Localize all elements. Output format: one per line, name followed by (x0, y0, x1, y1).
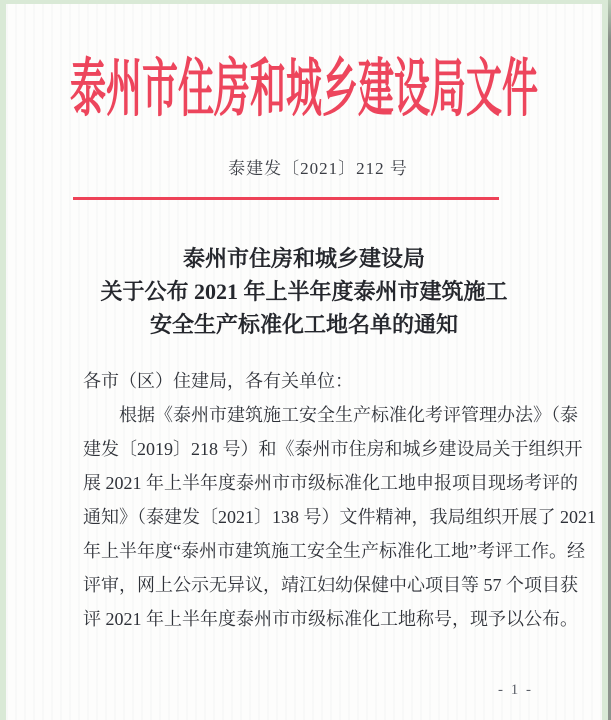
title-line-1: 泰州市住房和城乡建设局 (182, 246, 425, 271)
body-line-2: 建发〔2019〕218 号）和《泰州市住房和城乡建设局关于组织开 (83, 439, 583, 459)
body-line-1: 根据《泰州市建筑施工安全生产标准化考评管理办法》（泰 (119, 405, 578, 425)
body-line-3: 展 2021 年上半年度泰州市市级标准化工地申报项目现场考评的 (83, 473, 578, 493)
letterhead-title: 泰州市住房和城乡建设局文件 (69, 53, 538, 124)
title-line-3: 安全生产标准化工地名单的通知 (149, 312, 458, 337)
document-title (6, 242, 602, 341)
body-line-5: 年上半年度“泰州市建筑施工安全生产标准化工地”考评工作。经 (83, 541, 585, 561)
red-divider-line (73, 197, 499, 200)
document-number: 泰建发〔2021〕212 号 (228, 159, 408, 178)
red-letterhead (6, 48, 602, 124)
title-line-2: 关于公布 2021 年上半年度泰州市建筑施工 (100, 279, 508, 304)
salutation-line: 各市（区）住建局，各有关单位： (83, 371, 353, 391)
body-line-7: 评 2021 年上半年度泰州市市级标准化工地称号，现予以公布。 (83, 609, 578, 629)
document-body (83, 364, 596, 636)
body-line-4: 通知》（泰建发〔2021〕138 号）文件精神，我局组织开展了 2021 (83, 507, 596, 527)
page-number: - 1 - (498, 682, 533, 698)
body-line-6: 评审，网上公示无异议，靖江妇幼保健中心项目等 57 个项目获 (83, 575, 578, 595)
document-page (6, 4, 602, 720)
